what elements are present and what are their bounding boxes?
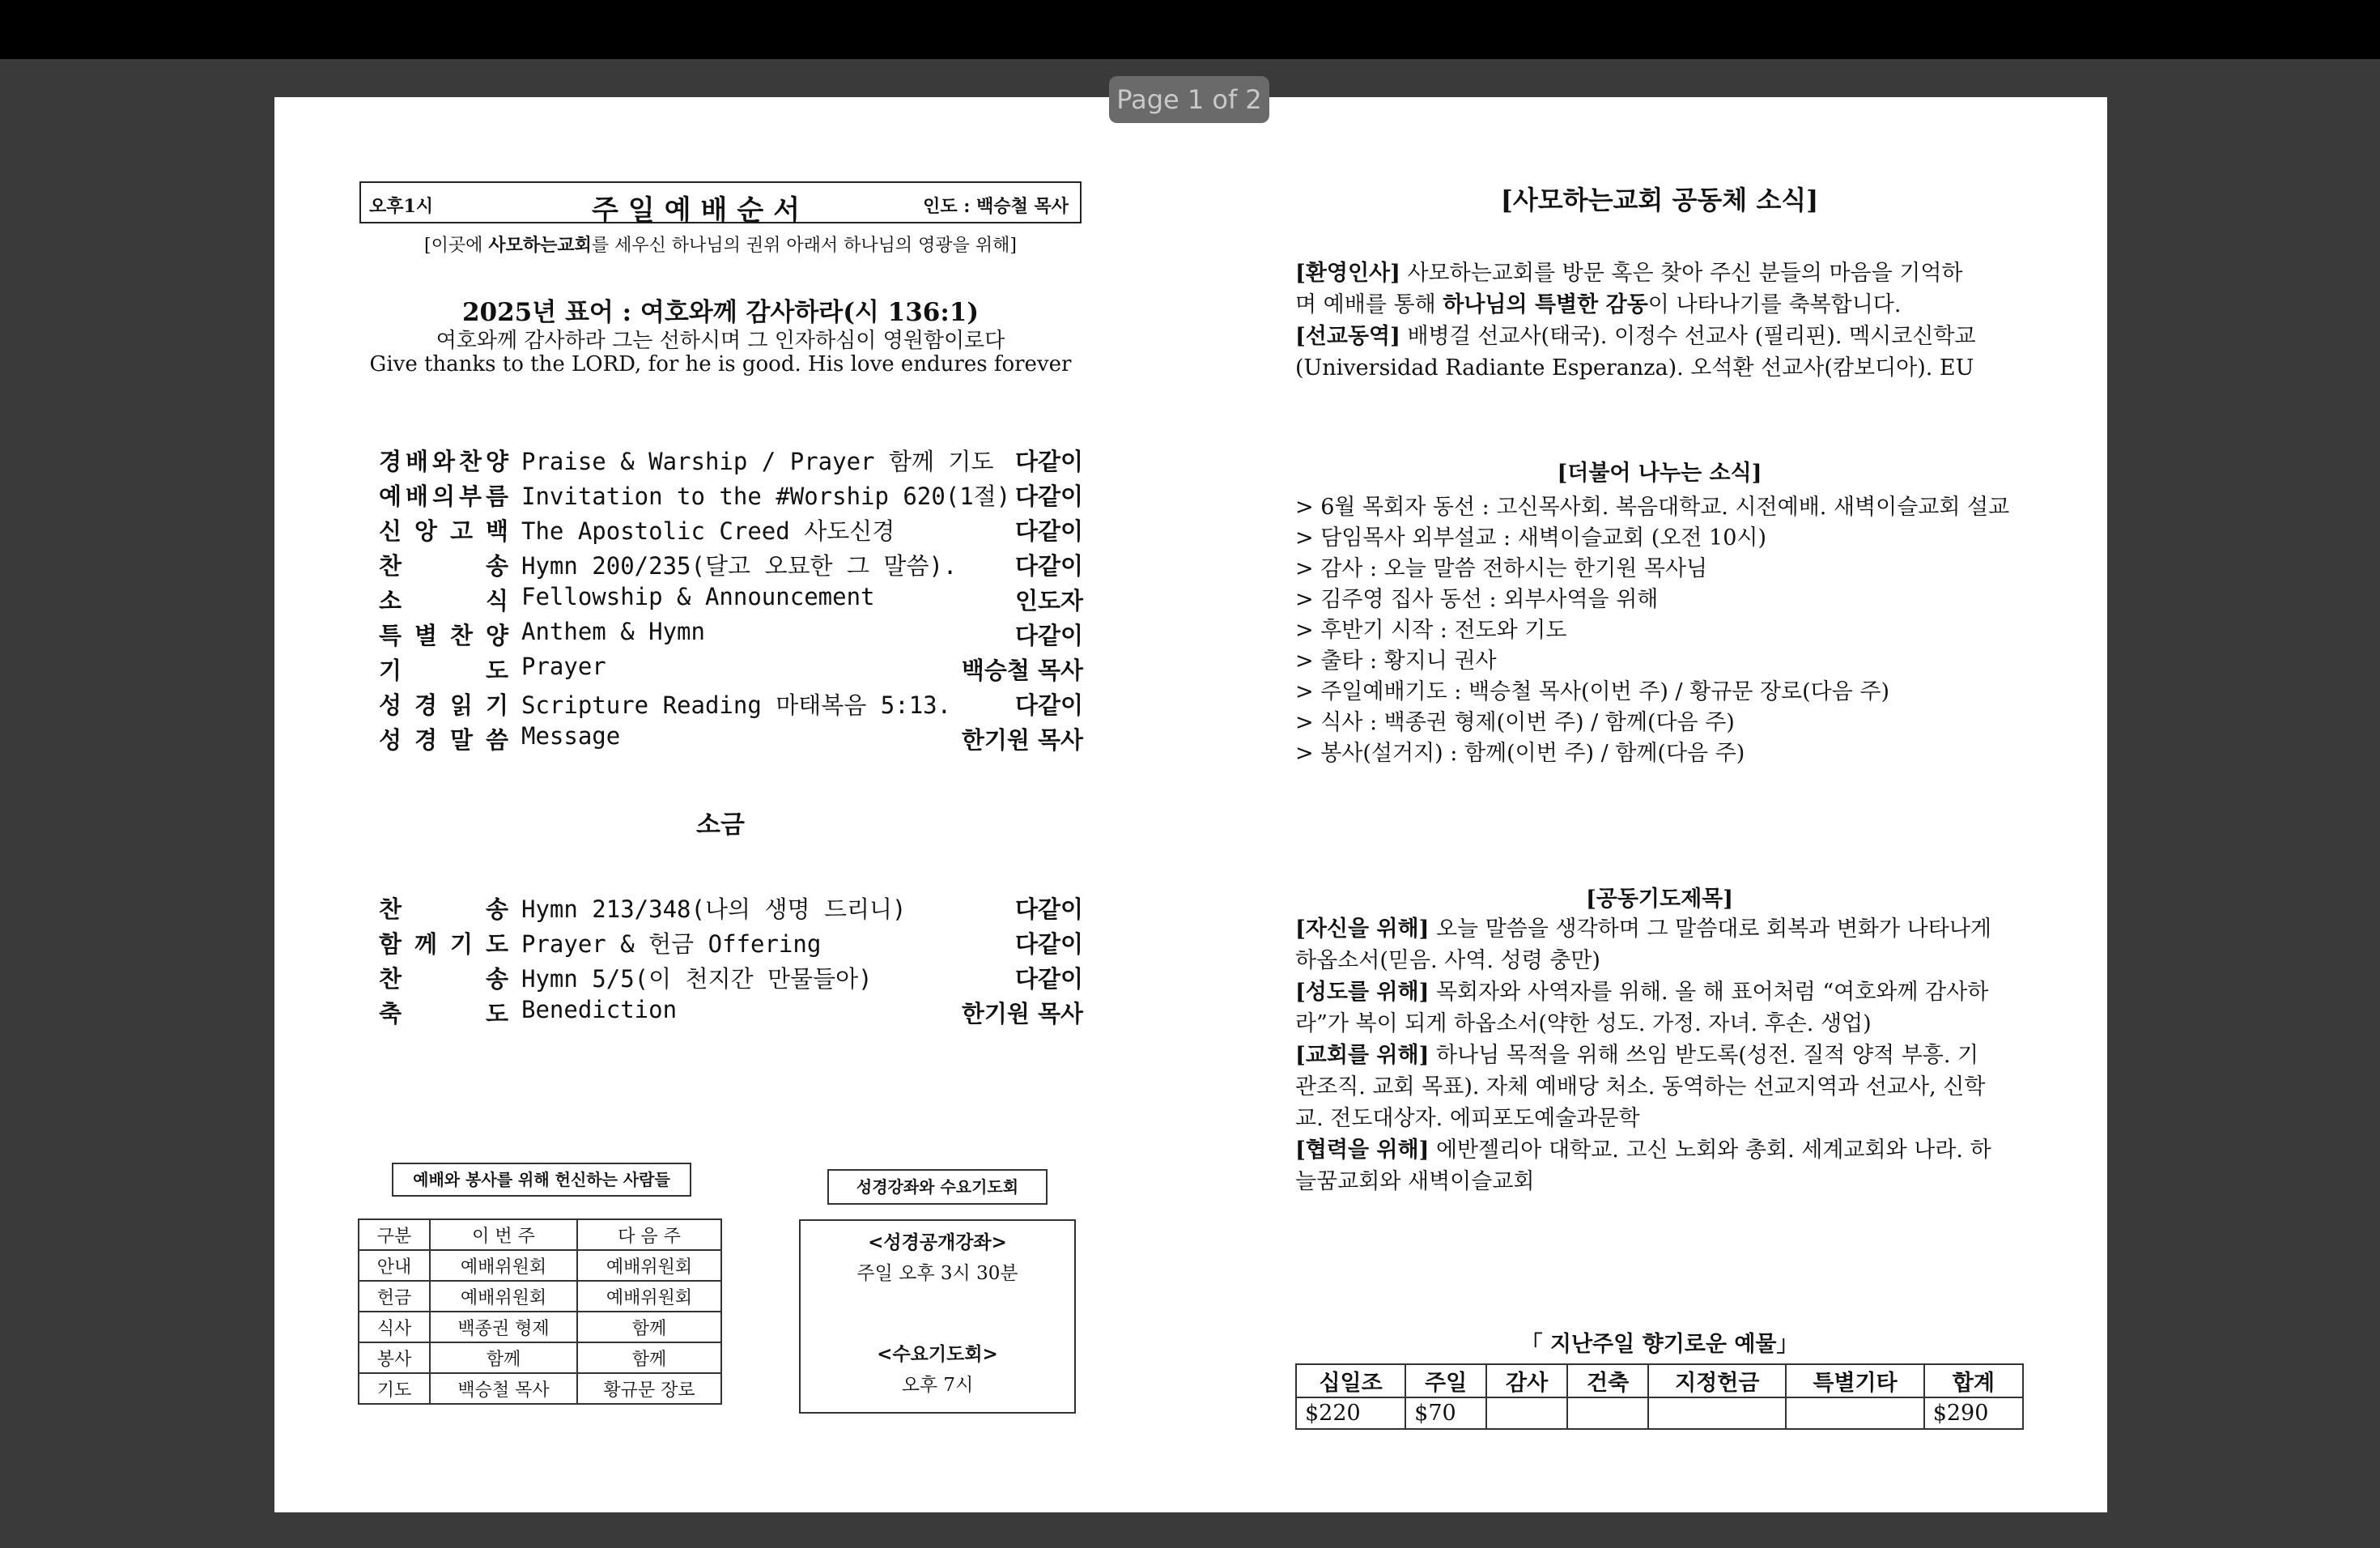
order-item-leader: 백승철 목사 (961, 657, 1083, 684)
news-item: > 6월 목회자 동선 : 고신목사회. 복음대학교. 시전예배. 새벽이슬교회 설교 (1295, 495, 2010, 520)
servants-cell: 황규문 장로 (577, 1373, 721, 1404)
prayer-text: 목회자와 사역자를 위해. 올 해 표어처럼 “여호와께 감사하 (1429, 980, 1989, 1005)
order-item-leader: 다같이 (1014, 965, 1083, 993)
news-item: > 김주영 집사 동선 : 외부사역을 위해 (1295, 587, 1659, 612)
news-item: > 출타 : 황지니 권사 (1295, 649, 1497, 674)
shared-news-title: [더불어 나누는 소식] (1557, 461, 1762, 486)
servants-header-cell: 다 음 주 (577, 1219, 721, 1250)
prayer-text: 늘꿈교회와 새벽이슬교회 (1295, 1169, 1535, 1194)
order2-row (379, 996, 1083, 1028)
verse-english: Give thanks to the LORD, for he is good. His love endures forever (369, 352, 1072, 376)
order-item-description: Anthem & Hymn (521, 618, 705, 645)
order2-row (379, 961, 1083, 993)
servants-row (359, 1373, 721, 1404)
servants-cell: 예배위원회 (430, 1281, 577, 1312)
service-time: 오후1시 (369, 196, 434, 217)
news-item: > 식사 : 백종권 형제(이번 주) / 함께(다음 주) (1295, 710, 1735, 735)
servants-row (359, 1250, 721, 1281)
sermon-title: 소금 (696, 810, 745, 840)
order-item-title: 찬 송 (379, 552, 508, 580)
news-item: > 감사 : 오늘 말씀 전하시는 한기원 목사님 (1295, 556, 1708, 581)
verse-korean: 여호와께 감사하라 그는 선하시며 그 인자하심이 영원함이로다 (436, 329, 1005, 353)
order-item-description: Prayer (521, 653, 606, 680)
prayer-list (1295, 913, 2024, 1197)
prayer-item (1295, 913, 2024, 976)
order1-row (379, 687, 1083, 720)
prayer-text: 라”가 복이 되게 하옵소서(약한 성도. 가정. 자녀. 후손. 생업) (1295, 1011, 1872, 1036)
order-item-leader: 다같이 (1014, 448, 1083, 475)
offering-table (1295, 1363, 2024, 1430)
order1-row (379, 583, 1083, 615)
offering-header-cell: 합계 (1924, 1364, 2023, 1397)
servants-cell: 백종권 형제 (430, 1312, 577, 1342)
order-item-title: 소 식 (379, 587, 508, 615)
prayer-label: [자신을 위해] (1295, 916, 1430, 942)
prayer-item (1295, 1134, 2024, 1197)
servants-cell: 예배위원회 (577, 1250, 721, 1281)
servants-cell: 함께 (430, 1342, 577, 1373)
year-motto-title: 2025년 표어 : 여호와께 감사하라(시 136:1) (461, 298, 980, 327)
prayer-label: [성도를 위해] (1295, 980, 1430, 1005)
order-item-description: Hymn 200/235(달고 오묘한 그 말씀). (521, 552, 958, 580)
news-item: > 봉사(설거지) : 함께(이번 주) / 함께(다음 주) (1295, 741, 1745, 766)
order-item-leader: 한기원 목사 (961, 1000, 1083, 1027)
prayer-text: 오늘 말씀을 생각하며 그 말씀대로 회복과 변화가 나타나게 (1429, 916, 1992, 942)
servants-cell: 예배위원회 (430, 1250, 577, 1281)
order-header-box (359, 181, 1082, 227)
servants-header-cell: 구분 (359, 1219, 430, 1250)
order-item-description: Invitation to the #Worship 620(1절) (521, 483, 1011, 510)
order-item-leader: 한기원 목사 (961, 726, 1083, 754)
page-indicator: Page 1 of 2 (1109, 76, 1269, 123)
offering-title: 「 지난주일 향기로운 예물」 (1520, 1332, 1799, 1357)
offering-value-cell: $70 (1405, 1397, 1486, 1429)
offering-header-cell: 감사 (1486, 1364, 1567, 1397)
news-item: > 후반기 시작 : 전도와 기도 (1295, 618, 1567, 643)
offering-header-cell: 지정헌금 (1648, 1364, 1786, 1397)
study-box (799, 1219, 1076, 1414)
order-item-description: Hymn 5/5(이 천지간 만물들아) (521, 965, 873, 993)
servants-cell: 식사 (359, 1312, 430, 1342)
servants-table (358, 1218, 722, 1405)
offering-value-cell (1786, 1397, 1923, 1429)
study-label: 성경강좌와 수요기도회 (827, 1169, 1048, 1205)
prayer-item (1295, 976, 2024, 1040)
study-title-2: <수요기도회> (877, 1343, 998, 1365)
servants-header-row (359, 1219, 721, 1250)
prayer-label: [협력을 위해] (1295, 1138, 1430, 1163)
order-item-leader: 다같이 (1014, 552, 1083, 580)
prayer-label: [교회를 위해] (1295, 1043, 1430, 1068)
order2-row (379, 891, 1083, 924)
order-item-leader: 다같이 (1014, 622, 1083, 649)
servants-cell: 헌금 (359, 1281, 430, 1312)
order-item-description: Prayer & 헌금 Offering (521, 930, 822, 958)
servants-cell: 봉사 (359, 1342, 430, 1373)
order-item-title: 특 별 찬 양 (379, 622, 508, 649)
prayer-text: 관조직. 교회 목표). 자체 예배당 처소. 동역하는 선교지역과 선교사, 신학 (1295, 1074, 1986, 1099)
order-item-description: Praise & Warship / Prayer 함께 기도 (521, 448, 994, 475)
offering-value-cell: $220 (1296, 1397, 1405, 1429)
servants-cell: 함께 (577, 1342, 721, 1373)
offering-header-cell: 주일 (1405, 1364, 1486, 1397)
order-item-title: 성 경 읽 기 (379, 691, 508, 719)
news-item: > 담임목사 외부설교 : 새벽이슬교회 (오전 10시) (1295, 525, 1767, 551)
offering-value-cell (1567, 1397, 1648, 1429)
offering-value-cell (1648, 1397, 1786, 1429)
study-time-1: 주일 오후 3시 30분 (856, 1263, 1018, 1284)
order-item-title: 함 께 기 도 (379, 930, 508, 958)
offering-header-cell: 십일조 (1296, 1364, 1405, 1397)
welcome-paragraph: [환영인사] 사모하는교회를 방문 혹은 찾아 주신 분들의 마음을 기억하 며 예배를 통해 하나님의 특별한 감동이 나타나기를 축복합니다. [선교동역] 배병걸 선교사(태국). 이정수 선교사 (필리핀). 멕시코신학교 (Universidad Radiante Esperanza). 오석환 선교사(캄보디아). EU (1295, 261, 1976, 381)
order-item-title: 신 앙 고 백 (379, 517, 508, 545)
order-item-leader: 다같이 (1014, 483, 1083, 510)
shared-news-list (1295, 492, 2009, 769)
servants-row (359, 1281, 721, 1312)
prayer-text: 에반젤리아 대학교. 고신 노회와 총회. 세계교회와 나라. 하 (1429, 1138, 1991, 1163)
order-item-title: 축 도 (379, 1000, 508, 1027)
order-item-description: Hymn 213/348(나의 생명 드리니) (521, 895, 907, 923)
study-title-1: <성경공개강좌> (868, 1231, 1007, 1253)
service-leader: 인도 : 백승철 목사 (923, 196, 1069, 217)
offering-header-cell: 특별기타 (1786, 1364, 1923, 1397)
servants-cell: 기도 (359, 1373, 430, 1404)
order-item-description: Message (521, 722, 621, 750)
servants-row (359, 1312, 721, 1342)
order-item-leader: 인도자 (1014, 587, 1083, 615)
order1-row (379, 478, 1083, 511)
servants-header-cell: 이 번 주 (430, 1219, 577, 1250)
order-item-leader: 다같이 (1014, 691, 1083, 719)
prayer-text: 하나님 목적을 위해 쓰임 받도록(성전. 질적 양적 부흥. 기 (1429, 1043, 1979, 1068)
order-item-description: The Apostolic Creed 사도신경 (521, 517, 895, 545)
servants-cell: 함께 (577, 1312, 721, 1342)
order-item-title: 기 도 (379, 657, 508, 684)
order-item-title: 찬 송 (379, 965, 508, 993)
order1-row (379, 548, 1083, 580)
order-item-leader: 다같이 (1014, 895, 1083, 923)
order-item-description: Scripture Reading 마태복음 5:13. (521, 691, 952, 719)
order-item-leader: 다같이 (1014, 517, 1083, 545)
offering-value-cell (1486, 1397, 1567, 1429)
order1-row (379, 722, 1083, 755)
servants-cell: 안내 (359, 1250, 430, 1281)
news-section-title: [사모하는교회 공동체 소식] (1500, 185, 1819, 215)
order-item-description: Benediction (521, 996, 678, 1023)
church-motto: [이곳에 사모하는교회를 세우신 하나님의 권위 아래서 하나님의 영광을 위해] (424, 235, 1017, 256)
order-item-title: 경 배 와 찬 양 (379, 448, 508, 475)
offering-value-cell: $290 (1924, 1397, 2023, 1429)
order-item-title: 예 배 의 부 름 (379, 483, 508, 510)
prayer-text: 교. 전도대상자. 에피포도예술과문학 (1295, 1106, 1640, 1131)
order-item-title: 성 경 말 씀 (379, 726, 508, 754)
servants-row (359, 1342, 721, 1373)
order-item-leader: 다같이 (1014, 930, 1083, 958)
order-item-description: Fellowship & Announcement (521, 583, 875, 610)
order-item-title: 찬 송 (379, 895, 508, 923)
order2-row (379, 926, 1083, 959)
study-time-2: 오후 7시 (901, 1375, 974, 1396)
prayer-item (1295, 1040, 2024, 1134)
order1-row (379, 444, 1083, 476)
order1-row (379, 618, 1083, 650)
viewer-top-bar (0, 0, 2380, 59)
prayer-title: [공동기도제목] (1585, 887, 1734, 912)
order-title: 주일예배순서 (592, 194, 810, 227)
news-item: > 주일예배기도 : 백승철 목사(이번 주) / 황규문 장로(다음 주) (1295, 679, 1889, 704)
prayer-text: 하옵소서(믿음. 사역. 성령 충만) (1295, 948, 1600, 973)
servants-cell: 백승철 목사 (430, 1373, 577, 1404)
servants-label: 예배와 봉사를 위해 헌신하는 사람들 (392, 1163, 691, 1197)
order1-row (379, 513, 1083, 546)
order1-row (379, 653, 1083, 685)
servants-cell: 예배위원회 (577, 1281, 721, 1312)
offering-header-cell: 건축 (1567, 1364, 1648, 1397)
